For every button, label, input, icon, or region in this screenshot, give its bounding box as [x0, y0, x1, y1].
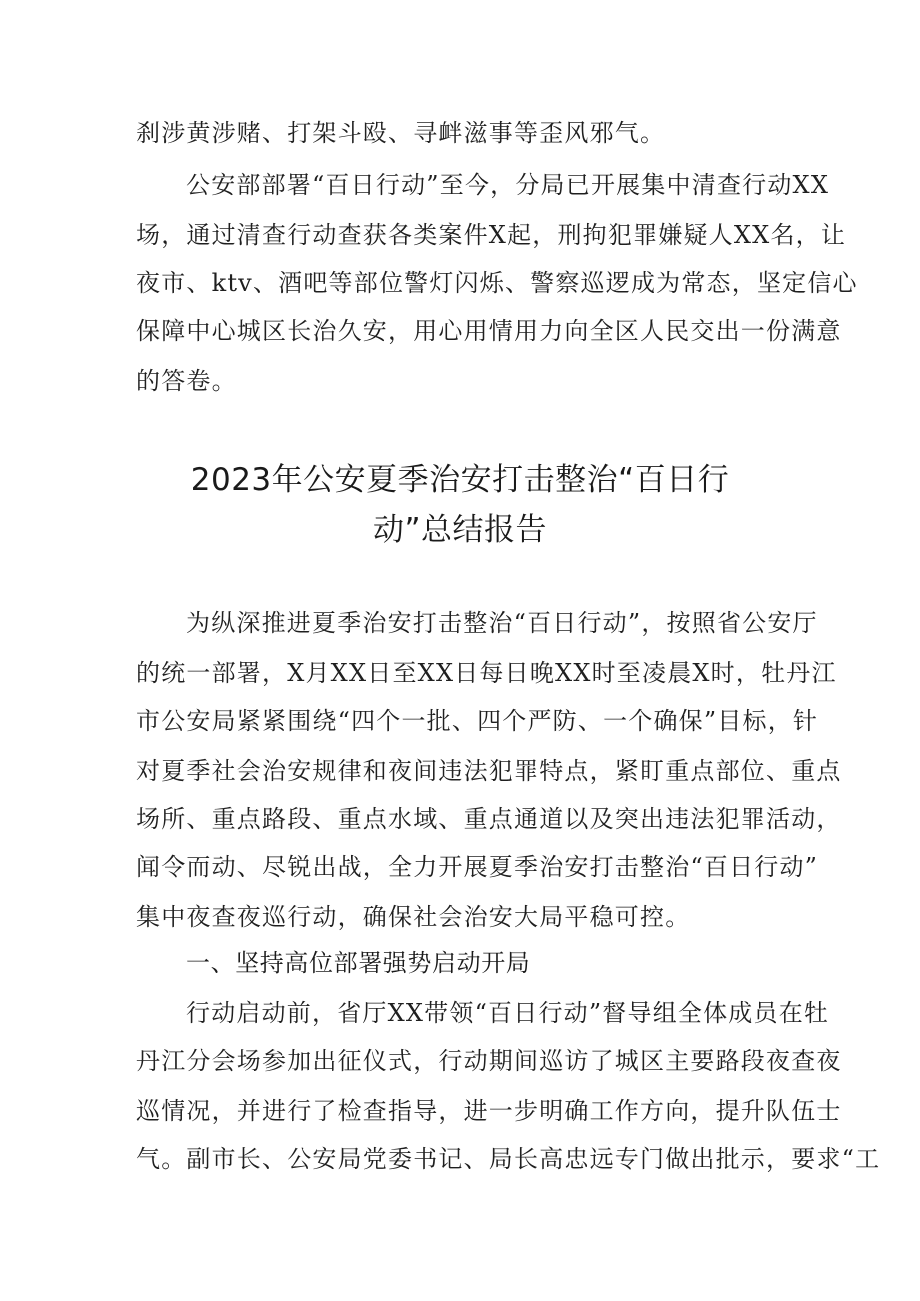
- paragraph-line: 刹涉黄涉赌、打架斗殴、寻衅滋事等歪风邪气。: [136, 119, 666, 147]
- paragraph-line: 集中夜查夜巡行动，确保社会治安大局平稳可控。: [136, 903, 691, 931]
- paragraph-line: 对夏季社会治安规律和夜间违法犯罪特点，紧盯重点部位、重点: [136, 757, 842, 785]
- paragraph-line: 夜市、ktv、酒吧等部位警灯闪烁、警察巡逻成为常态，坚定信心: [136, 269, 858, 297]
- section-heading: 一、坚持高位部署强势启动开局: [186, 949, 531, 977]
- paragraph-line: 丹江分会场参加出征仪式，行动期间巡访了城区主要路段夜查夜: [136, 1047, 842, 1075]
- paragraph-line: 场，通过清查行动查获各类案件X起，刑拘犯罪嫌疑人XX名，让: [136, 221, 847, 249]
- paragraph-line: 行动启动前，省厅XX带领“百日行动”督导组全体成员在牡: [186, 999, 830, 1027]
- paragraph-line: 的统一部署，X月XX日至XX日每日晚XX时至凌晨X时，牡丹江: [136, 659, 837, 687]
- paragraph-line: 气。副市长、公安局党委书记、局长高忠远专门做出批示，要求“工: [136, 1145, 881, 1173]
- paragraph-line: 为纵深推进夏季治安打击整治“百日行动”，按照省公安厅: [186, 609, 818, 637]
- paragraph-line: 闻令而动、尽锐出战，全力开展夏季治安打击整治“百日行动”: [136, 853, 819, 881]
- document-title-line-1: 2023年公安夏季治安打击整治“百日行: [190, 462, 730, 498]
- paragraph-line: 巡情况，并进行了检查指导，进一步明确工作方向，提升队伍士: [136, 1097, 842, 1125]
- document-title-line-2: 动”总结报告: [372, 512, 548, 548]
- paragraph-line: 场所、重点路段、重点水域、重点通道以及突出违法犯罪活动，: [136, 805, 842, 833]
- paragraph-line: 的答卷。: [136, 367, 237, 395]
- paragraph-line: 公安部部署“百日行动”至今，分局已开展集中清查行动XX: [186, 171, 830, 199]
- paragraph-line: 保障中心城区长治久安，用心用情用力向全区人民交出一份满意: [136, 317, 842, 345]
- paragraph-line: 市公安局紧紧围绕“四个一批、四个严防、一个确保”目标，针: [136, 707, 819, 735]
